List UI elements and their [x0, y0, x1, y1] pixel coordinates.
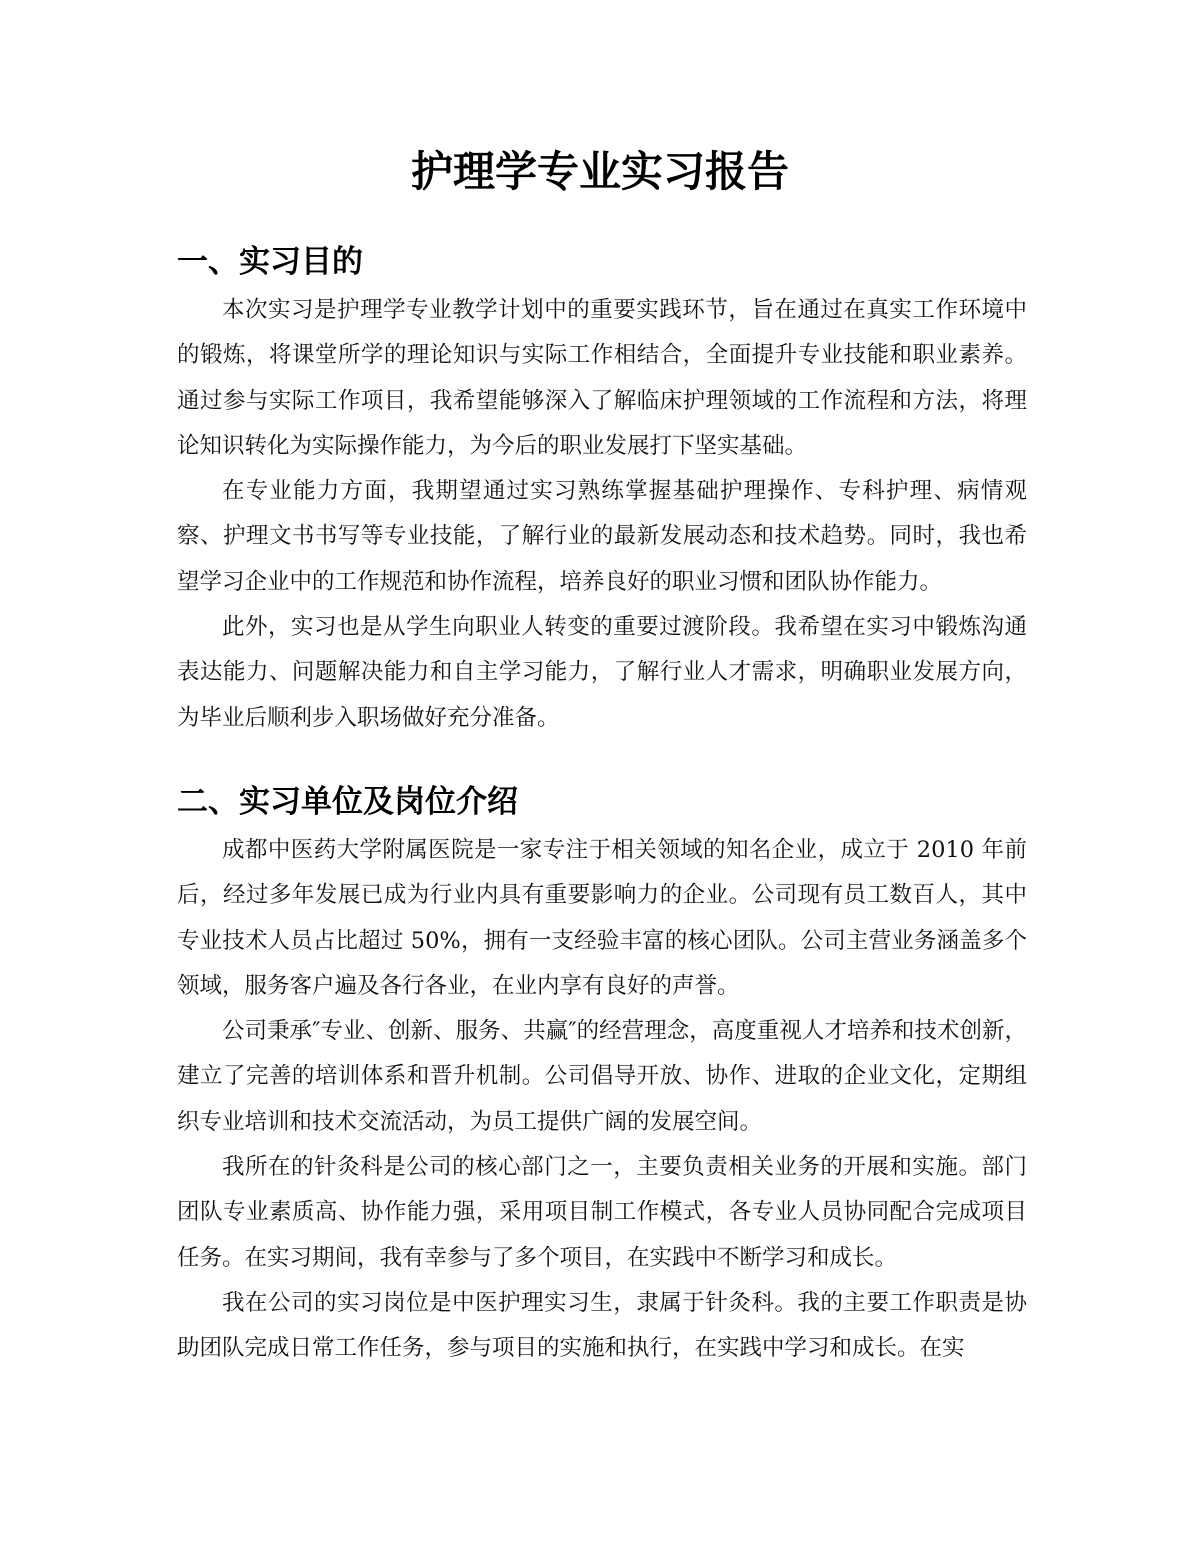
document-title: 护理学专业实习报告: [410, 147, 789, 196]
section-heading: 二、实习单位及岗位介绍: [177, 784, 518, 820]
paragraph: 公司秉承″专业、创新、服务、共赢″的经营理念，高度重视人才培养和技术创新，建立了完善的培训体系和晋升机制。公司倡导开放、协作、进取的企业文化，定期组织专业培训和技术交流活动，为员工提供广阔的发展空间。: [177, 1018, 1027, 1135]
section-unit-and-position: [177, 780, 1027, 1372]
paragraph: 成都中医药大学附属医院是一家专注于相关领域的知名企业，成立于 2010 年前后，经过多年发展已成为行业内具有重要影响力的企业。公司现有员工数百人，其中专业技术人员占比超过 50%，拥有一支经验丰富的核心团队。公司主营业务涵盖多个领域，服务客户遍及各行各业，在业内享有良好的声誉。: [177, 837, 1027, 999]
section-heading: 一、实习目的: [177, 244, 363, 280]
paragraph: 本次实习是护理学专业教学计划中的重要实践环节，旨在通过在真实工作环境中的锻炼，将课堂所学的理论知识与实际工作相结合，全面提升专业技能和职业素养。通过参与实际工作项目，我希望能够深入了解临床护理领域的工作流程和方法，将理论知识转化为实际操作能力，为今后的职业发展打下坚实基础。: [177, 297, 1027, 459]
paragraph: 此外，实习也是从学生向职业人转变的重要过渡阶段。我希望在实习中锻炼沟通表达能力、问题解决能力和自主学习能力，了解行业人才需求，明确职业发展方向，为毕业后顺利步入职场做好充分准备。: [177, 614, 1027, 731]
section-internship-purpose: [177, 240, 1027, 741]
paragraph: 我在公司的实习岗位是中医护理实习生，隶属于针灸科。我的主要工作职责是协助团队完成日常工作任务，参与项目的实施和执行，在实践中学习和成长。在实: [177, 1289, 1027, 1362]
paragraph: 我所在的针灸科是公司的核心部门之一，主要负责相关业务的开展和实施。部门团队专业素质高、协作能力强，采用项目制工作模式，各专业人员协同配合完成项目任务。在实习期间，我有幸参与了多个项目，在实践中不断学习和成长。: [177, 1154, 1027, 1271]
paragraph: 在专业能力方面，我期望通过实习熟练掌握基础护理操作、专科护理、病情观察、护理文书书写等专业技能，了解行业的最新发展动态和技术趋势。同时，我也希望学习企业中的工作规范和协作流程，培养良好的职业习惯和团队协作能力。: [177, 478, 1027, 595]
